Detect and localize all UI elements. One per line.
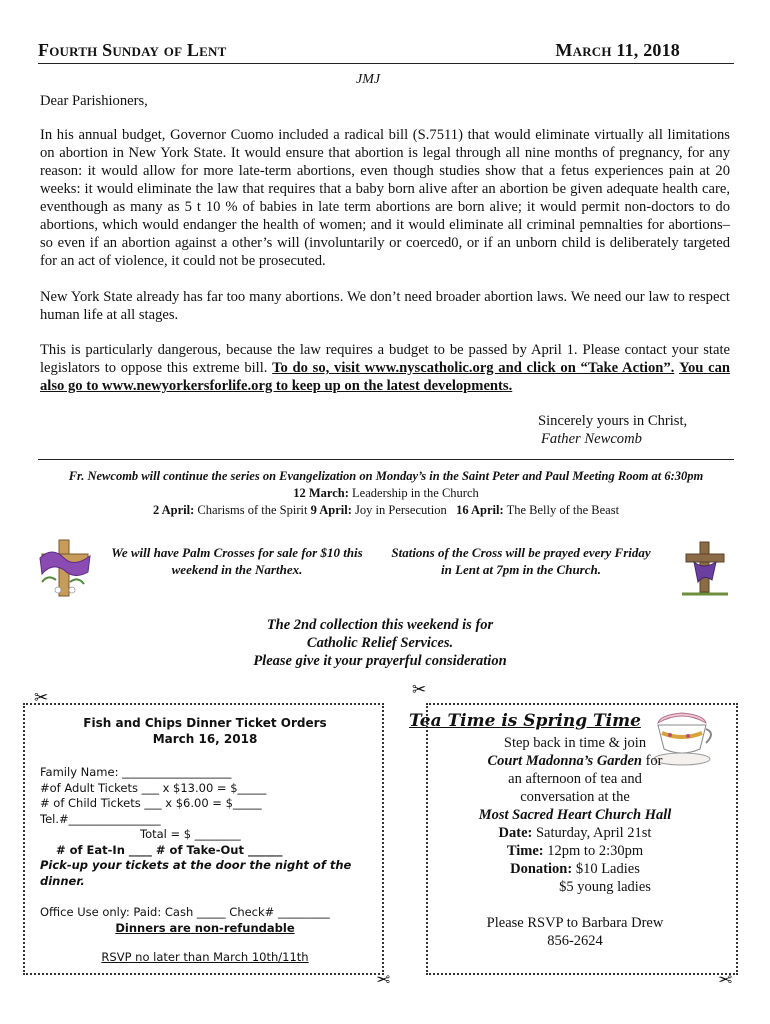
jmj-mark: JMJ <box>356 72 381 87</box>
series-topic: Charisms of the Spirit <box>197 503 308 517</box>
letter-paragraph-3 <box>40 341 730 395</box>
tea-rsvp-phone: 856-2624 <box>547 933 603 949</box>
tea-donation-value: $10 Ladies <box>572 861 640 877</box>
pickup-note: Pick-up your tickets at the door the night of the dinner. <box>40 858 352 888</box>
tea-venue: Most Sacred Heart Church Hall <box>478 807 672 823</box>
tea-time-title: Tea Time is Spring Time <box>409 711 641 731</box>
tea-donation <box>440 860 710 878</box>
evangelization-intro: Fr. Newcomb will continue the series on Evangelization on Monday’s in the Saint Peter and Paul Meeting Room at 6:30pm <box>68 469 704 483</box>
tea-line-1: Step back in time & join <box>503 735 647 751</box>
series-date: 9 April: <box>310 503 352 517</box>
letter-closing <box>538 412 687 448</box>
scissors-icon: ✂ <box>376 968 391 988</box>
tel-field[interactable]: Tel.#________________ <box>40 811 161 826</box>
series-date: 16 April: <box>456 503 504 517</box>
series-date: 2 April: <box>152 503 195 517</box>
tea-donation-label: Donation: <box>510 861 573 877</box>
tea-time-value: 12pm to 2:30pm <box>543 843 644 859</box>
collection-line-1: The 2nd collection this weekend is for <box>266 617 494 633</box>
collection-notice <box>180 616 580 670</box>
tea-line-2-tail: for <box>641 753 663 769</box>
letter-paragraph-3-text: This is particularly dangerous, because the law requires a budget to be passed by April 1. Please contact your state legislators to oppose this extreme bill. <box>40 342 730 376</box>
form-date: March 16, 2018 <box>152 731 258 746</box>
evangelization-row-1 <box>38 485 734 502</box>
office-use-field: Office Use only: Paid: Cash _____ Check# _________ <box>40 905 330 919</box>
tea-line-3: an afternoon of tea and <box>508 771 642 787</box>
scissors-icon: ✂ <box>718 968 733 988</box>
scissors-icon: ✂ <box>412 680 427 700</box>
family-name-field[interactable]: Family Name: ___________________ <box>40 765 232 779</box>
tea-line-4: conversation at the <box>520 789 630 805</box>
header-rule <box>38 63 734 64</box>
series-topic: Leadership in the Church <box>352 486 479 500</box>
tea-time-flyer <box>409 711 710 950</box>
tea-date-label: Date: <box>498 825 533 841</box>
series-topic: The Belly of the Beast <box>506 503 620 517</box>
tea-rsvp: Please RSVP to Barbara Drew <box>486 915 664 931</box>
bulletin-date: March 11, 2018 <box>555 40 680 60</box>
scissors-icon: ✂ <box>34 688 49 708</box>
tea-line-2 <box>440 752 710 770</box>
closing-text: Sincerely yours in Christ, <box>538 413 688 429</box>
non-refundable-note: Dinners are non-refundable <box>115 920 295 935</box>
bulletin-title: Fourth Sunday of Lent <box>38 40 227 60</box>
series-date: 12 March: <box>293 486 349 500</box>
rsvp-deadline: RSVP no later than March 10th/11th <box>101 950 309 964</box>
palm-cross-icon <box>34 536 96 605</box>
palm-crosses-notice: We will have Palm Crosses for sale for $10 this weekend in the Narthex. <box>111 545 363 577</box>
letter-greeting: Dear Parishioners, <box>40 93 148 109</box>
tea-donation-2: $5 young ladies <box>559 879 651 895</box>
series-topic: Joy in Persecution <box>355 503 447 517</box>
court-name: Court Madonna’s Garden <box>487 753 642 769</box>
fish-chips-form <box>40 716 370 966</box>
form-title: Fish and Chips Dinner Ticket Orders <box>83 716 327 730</box>
nyscatholic-link[interactable]: To do so, visit www.nyscatholic.org and click on “Take Action”. <box>272 360 675 376</box>
collection-line-3: Please give it your prayerful consideration <box>253 653 507 669</box>
stations-notice: Stations of the Cross will be prayed every Friday in Lent at 7pm in the Church. <box>391 545 651 577</box>
adult-tickets-field[interactable]: #of Adult Tickets ___ x $13.00 = $_____ <box>40 780 267 795</box>
evangelization-row-2 <box>38 502 734 519</box>
letter-paragraph-2: New York State already has far too many abortions. We don’t need broader abortion laws. We need our law to respect human life at all stages. <box>40 289 730 323</box>
letter-paragraph-1: In his annual budget, Governor Cuomo included a radical bill (S.7511) that would eliminate virtually all limitations on abortion in New York State. It would ensure that abortion is legal through all nine months of pregnancy, for any reason: it would allow for more late-term abortions, even though studies show that a fetus experiences pain at 20 weeks: it would eliminate the law that requires that a baby born alive after an abortion be given adequate health care, eventhough as many as 5 t 10 % of babies in late term abortions are born alive; it would permit non-doctors to do abortions, which would endanger the health of women; and it would eliminate all criminal pemnalties for abortions– so even if an abortion against a other’s will (involuntarily or coerced0, or if an unborn child is deliberately targeted for an act of violence, it could not be prosecuted. <box>40 127 730 269</box>
section-rule <box>38 459 734 460</box>
tea-date <box>440 824 710 842</box>
tea-time <box>440 842 710 860</box>
tea-time-label: Time: <box>506 843 544 859</box>
signature: Father Newcomb <box>541 431 642 447</box>
tea-date-value: Saturday, April 21st <box>532 825 652 841</box>
evangelization-series <box>38 468 734 519</box>
cross-with-drape-icon <box>680 540 730 601</box>
total-field[interactable]: Total = $ ________ <box>140 827 241 841</box>
collection-line-2: Catholic Relief Services. <box>306 635 454 651</box>
newyorkersforlife-link[interactable]: You can also go to www.newyorkersforlife.org to keep up on the latest developments. <box>40 360 731 394</box>
child-tickets-field[interactable]: # of Child Tickets ___ x $6.00 = $_____ <box>40 796 262 810</box>
eat-in-take-out-field[interactable]: # of Eat-In ____ # of Take-Out ______ <box>56 842 283 857</box>
